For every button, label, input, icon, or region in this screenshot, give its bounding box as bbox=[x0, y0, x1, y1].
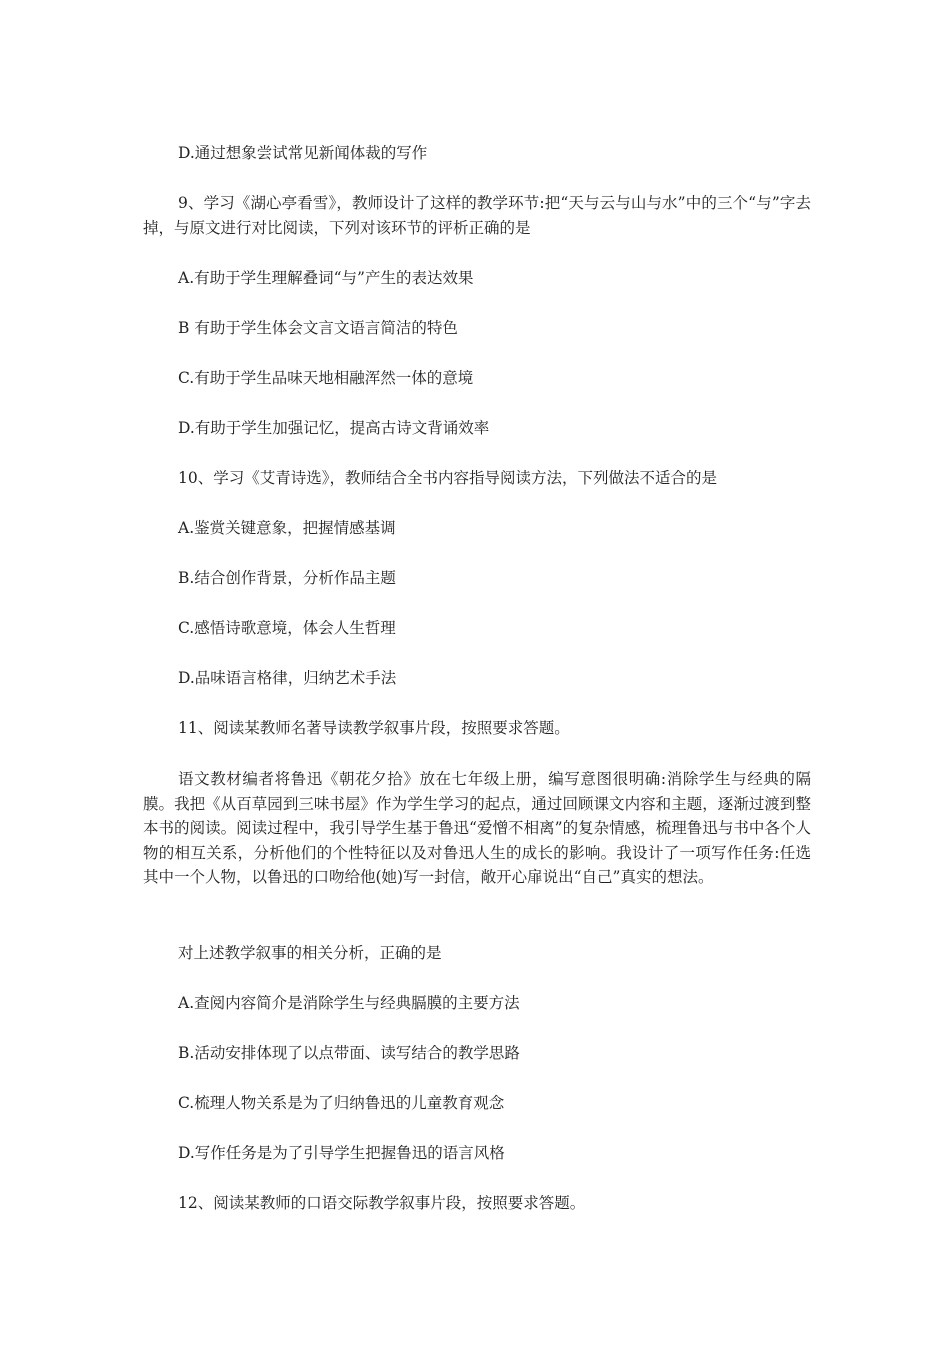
question-11-narrative: 语文教材编者将鲁迅《朝花夕拾》放在七年级上册，编写意图很明确:消除学生与经典的隔膜。我把《从百草园到三味书屋》作为学生学习的起点，通过回顾课文内容和主题，逐渐过渡到整本书的阅读。阅读过程中，我引导学生基于鲁迅“爱憎不相离”的复杂情感，梳理鲁迅与书中各个人物的相互关系，分析他们的个性特征以及对鲁迅人生的成长的影响。我设计了一项写作任务:任选其中一个人物，以鲁迅的口吻给他(她)写一封信，敞开心扉说出“自己”真实的想法。 bbox=[143, 770, 811, 886]
option-8-d: D.通过想象尝试常见新闻体裁的写作 bbox=[178, 144, 428, 162]
option-10-c: C.感悟诗歌意境，体会人生哲理 bbox=[178, 619, 396, 637]
option-9-d: D.有助于学生加强记忆，提高古诗文背诵效率 bbox=[178, 419, 490, 437]
option-9-c: C.有助于学生品味天地相融浑然一体的意境 bbox=[178, 369, 474, 387]
question-10-stem: 10、学习《艾青诗选》，教师结合全书内容指导阅读方法，下列做法不适合的是 bbox=[178, 469, 717, 487]
option-11-d: D.写作任务是为了引导学生把握鲁迅的语言风格 bbox=[178, 1144, 505, 1162]
question-9-stem: 9、学习《湖心亭看雪》，教师设计了这样的教学环节:把“天与云与山与水”中的三个“与”字去掉，与原文进行对比阅读，下列对该环节的评析正确的是 bbox=[143, 194, 811, 237]
option-9-a: A.有助于学生理解叠词“与”产生的表达效果 bbox=[178, 269, 474, 287]
option-11-a: A.查阅内容简介是消除学生与经典膈膜的主要方法 bbox=[178, 994, 520, 1012]
option-11-c: C.梳理人物关系是为了归纳鲁迅的儿童教育观念 bbox=[178, 1094, 505, 1112]
question-12-stem: 12、阅读某教师的口语交际教学叙事片段，按照要求答题。 bbox=[178, 1194, 586, 1212]
option-11-b: B.活动安排体现了以点带面、读写结合的教学思路 bbox=[178, 1044, 520, 1062]
question-11-sub-stem: 对上述教学叙事的相关分析，正确的是 bbox=[178, 944, 442, 962]
option-9-b: B 有助于学生体会文言文语言简洁的特色 bbox=[178, 319, 458, 337]
option-10-a: A.鉴赏关键意象，把握情感基调 bbox=[178, 519, 396, 537]
option-10-b: B.结合创作背景，分析作品主题 bbox=[178, 569, 396, 587]
option-10-d: D.品味语言格律，归纳艺术手法 bbox=[178, 669, 397, 687]
question-11-stem: 11、阅读某教师名著导读教学叙事片段，按照要求答题。 bbox=[178, 719, 570, 737]
